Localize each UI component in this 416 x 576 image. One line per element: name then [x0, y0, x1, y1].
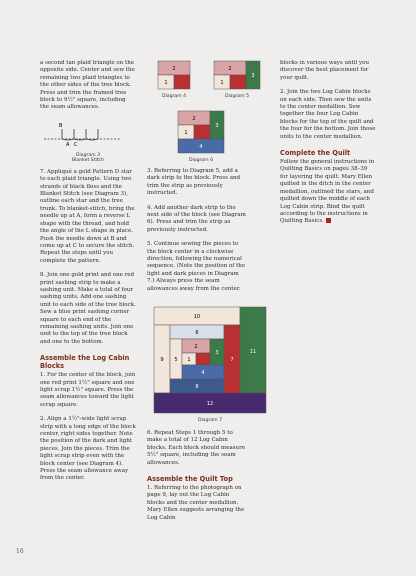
- blanket-stitch-illustration: [40, 119, 136, 149]
- piece-label: 4: [201, 370, 205, 376]
- end-mark-icon: [326, 218, 331, 223]
- piece-label: 1: [187, 357, 191, 363]
- column-right: [280, 60, 377, 233]
- diagram-4: [157, 60, 191, 99]
- paragraph: 2. Join the two Log Cabin blocks on each side. Then sew the units to the center medallion. Sew together the four Log Cabin blocks for the top of the quilt and the four for the bottom. Join those units to the center medallion.: [280, 89, 376, 140]
- diagram-caption: Diagram 7: [197, 418, 223, 423]
- diagram-caption: Diagram 3: [75, 152, 101, 158]
- piece-label: 2: [194, 344, 198, 350]
- piece-label: 9: [160, 357, 164, 363]
- paragraph: 1. For the center of the block, join one red print 1½" square and one light scrap 1½" square. Press the seam allowances toward the light scrap square.: [40, 372, 136, 408]
- diagram-3: [40, 119, 136, 161]
- paragraph-text: Follow the general instructions in Quilting Basics on pages 38–39 for layering the quilt. Mary Ellen quilted in the ditch in the center medallion, outlined the stars, and quilted down the middle of each Log Cabin strip. Bind the quilt according to the instructions in Quilting Basics.: [280, 159, 375, 225]
- piece-label: 12: [206, 401, 214, 407]
- diagram-6: [177, 110, 225, 163]
- piece-label: 1: [220, 80, 224, 86]
- piece-label: 6: [195, 330, 199, 336]
- diagram-5: [213, 60, 261, 99]
- label-a: A: [66, 141, 70, 148]
- paragraph: 4. Add another dark strip to the next side of the block (see Diagram 6). Press and trim the strip as previously instructed.: [147, 204, 246, 233]
- paragraph: 2. Align a 1½"-wide light scrap strip with a long edge of the block center, right sides together. Note the position of the dark and light pieces. Join the pieces. Trim the light scrap strip even with the block center (see Diagram 4). Press the seam allowance away from the center.: [40, 416, 136, 482]
- piece-label: 3: [251, 73, 255, 79]
- section-heading: Complete the Quilt: [280, 149, 351, 158]
- paragraph: 6. Repeat Steps 1 through 5 to make a total of 12 Log Cabin blocks. Each block should measure 5½" square, including the seam allowances.: [147, 430, 245, 466]
- diagram-subcaption: Blanket Stitch: [72, 157, 104, 163]
- section-heading: Assemble the Quilt Top: [147, 475, 233, 484]
- paragraph: [280, 159, 377, 226]
- paragraph: 3. Referring to Diagram 5, add a dark strip to the block. Press and trim the strip as previously instructed.: [147, 168, 241, 197]
- piece-label: 1: [184, 130, 188, 136]
- piece-label: 2: [228, 66, 232, 72]
- column-middle-bottom: [147, 430, 247, 529]
- piece-label: 2: [172, 66, 176, 72]
- piece-label: 10: [193, 314, 201, 320]
- page-number: 16: [16, 548, 24, 555]
- piece-label: 5: [174, 357, 178, 363]
- piece-label: 8: [195, 384, 199, 390]
- piece-label: 2: [192, 116, 196, 122]
- diagram-caption: Diagram 6: [188, 158, 214, 163]
- piece-label: 11: [249, 349, 257, 355]
- paragraph: blocks in various ways until you discover the best placement for your quilt.: [280, 60, 370, 81]
- paragraph: a second tan plaid triangle on the opposite side. Center and sew the remaining two plaid triangles to the other sides of the tree block. Press and trim the framed tree block to 9½" square, including the seam allowances.: [40, 60, 135, 111]
- paragraph: 7. Appliqué a gold Pattern D star to each plaid triangle. Using two strands of black floss and the Blanket Stitch (see Diagram 3), outline each star and the tree trunk. To blanket-stitch, bring the needle up at A, form a reverse L shape with the thread, and hold the angle of the L shape in place. Push the needle down at B and come up at C to secure the stitch. Repeat the steps until you complete the pattern.: [40, 168, 135, 264]
- label-b: B: [59, 122, 63, 129]
- diagram-7: [153, 306, 267, 423]
- piece-label: 3: [215, 123, 219, 129]
- piece-label: 4: [199, 144, 203, 150]
- piece-label: 1: [164, 80, 168, 86]
- column-left: [40, 60, 136, 490]
- paragraph: 5. Continue sewing the pieces to the block center in a clockwise direction, following the numerical sequence. (Note the position of the light and dark pieces in Diagram 7.) Always press the seam allowances away from the center.: [147, 241, 246, 292]
- label-c: C: [74, 141, 78, 148]
- section-heading: Assemble the Log Cabin Blocks: [40, 354, 130, 371]
- paragraph: 8. Join one gold print and one red print sashing strip to make a sashing unit. Make a total of four sashing units. Add one sashing unit to each side of the tree block. Sew a blue print sashing corner square to each end of the remaining sashing units. Join one unit to the top of the tree block and one to the bottom.: [40, 272, 136, 345]
- paragraph: 1. Referring to the photograph on page 9, lay out the Log Cabin blocks and the center medallion. Mary Ellen suggests arranging the Log Cabin: [147, 485, 245, 521]
- piece-label: 7: [230, 357, 234, 363]
- piece-label: 3: [215, 350, 219, 356]
- column-middle: [147, 168, 247, 300]
- diagram-caption: Diagram 4: [161, 94, 187, 99]
- diagram-caption: Diagram 5: [224, 94, 250, 99]
